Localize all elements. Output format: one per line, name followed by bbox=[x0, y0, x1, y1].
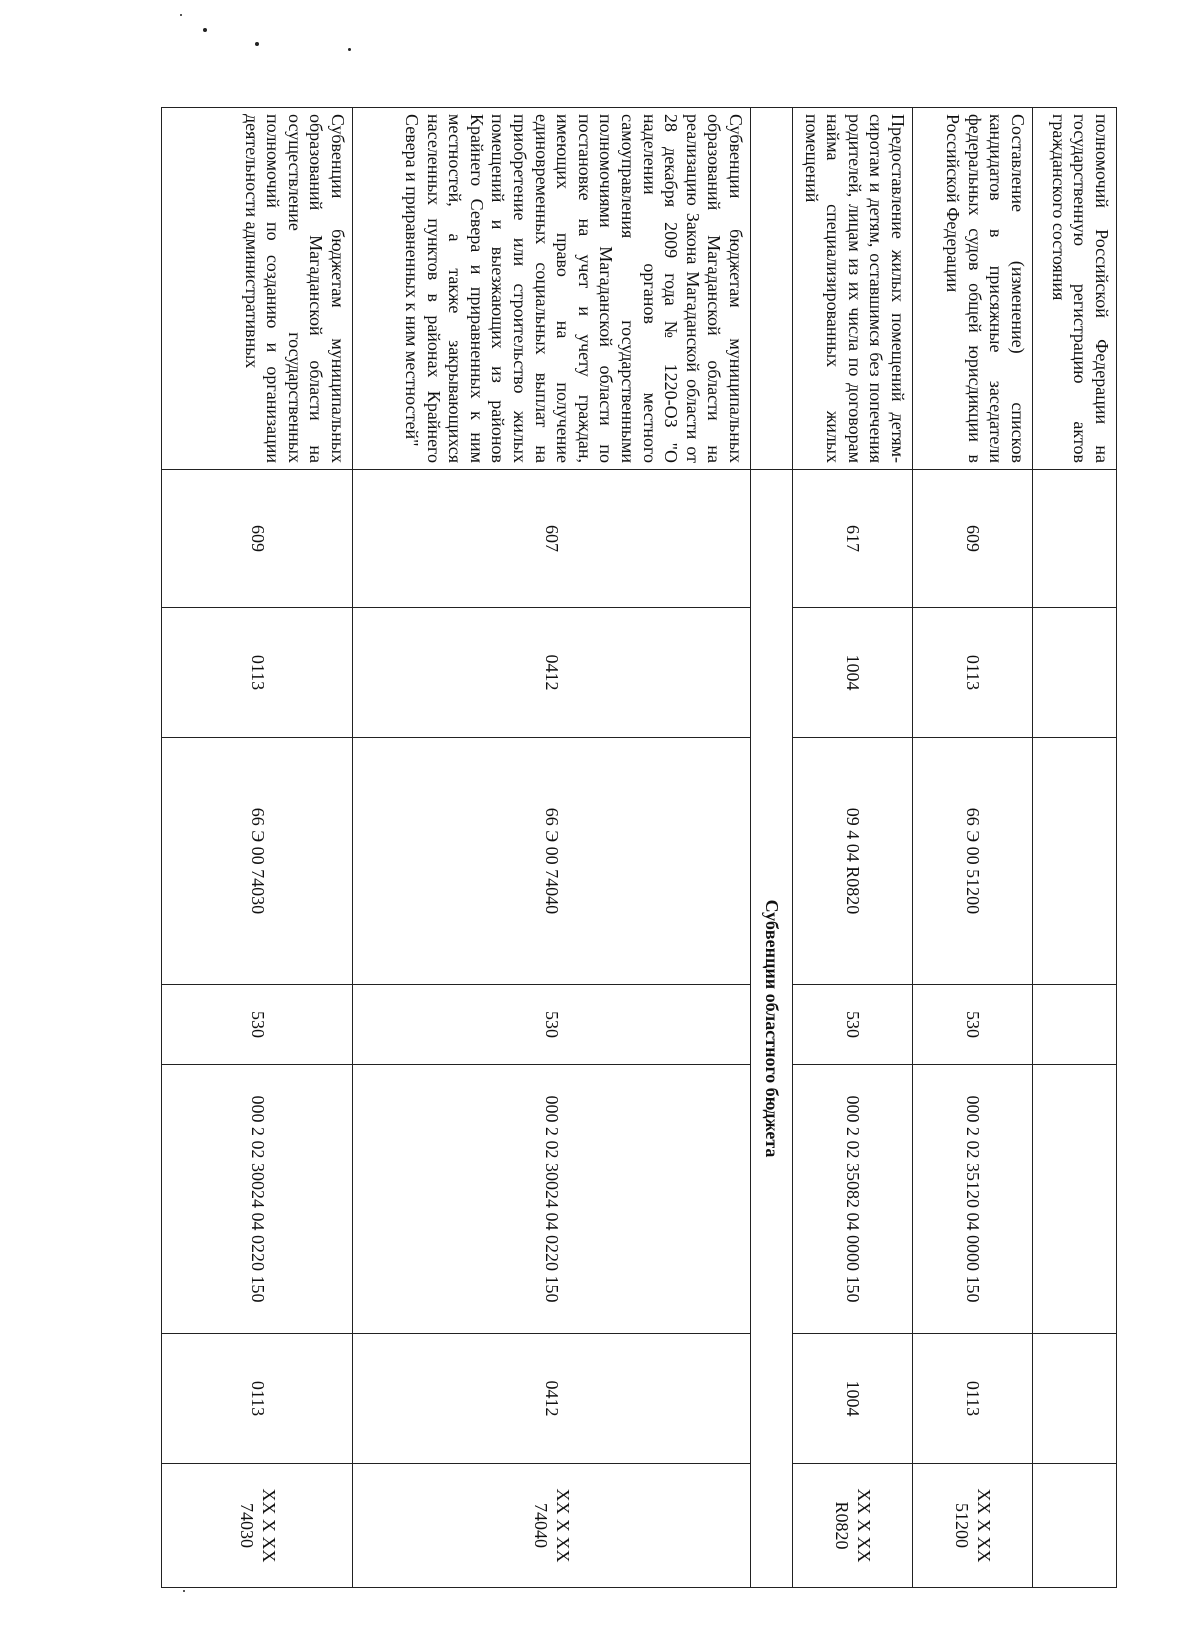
table-row bbox=[353, 108, 751, 1588]
razdel-code: 0412 bbox=[353, 608, 751, 738]
scan-speck bbox=[180, 14, 182, 16]
kbk-code bbox=[1033, 1065, 1117, 1334]
table-row bbox=[162, 108, 353, 1588]
csr-code-2: XX X XX 74040 bbox=[353, 1464, 751, 1588]
row-name: полномочий Российской Федерации на государственную регистрацию актов гражданского состояния bbox=[1033, 108, 1117, 470]
row-name: Субвенции бюджетам муниципальных образований Магаданской области на осуществление государственных полномочий по созданию и организации деятельности административных bbox=[162, 108, 353, 470]
csr-code-2: XX X XX 74030 bbox=[162, 1464, 353, 1588]
table-row bbox=[913, 108, 1033, 1588]
table-row bbox=[1033, 108, 1117, 1588]
row-name: Предоставление жилых помещений детям-сиротам и детям, оставшимся без попечения родителей, лицам из их числа по договорам найма специализированных жилых помещений bbox=[793, 108, 913, 470]
scan-speck bbox=[183, 1590, 185, 1592]
csr-code-2: XX X XX 51200 bbox=[913, 1464, 1033, 1588]
kbk-code: 000 2 02 35082 04 0000 150 bbox=[793, 1065, 913, 1334]
razdel-code bbox=[1033, 608, 1117, 738]
razdel-code-2: 1004 bbox=[793, 1334, 913, 1464]
scan-speck bbox=[255, 42, 259, 46]
row-name: Субвенции бюджетам муниципальных образований Магаданской области на реализацию Закона Магаданской области от 28 декабря 2009 года № 1220-ОЗ "О наделении органов местного самоуправления государственными полномочиями Магаданской области по постановке на учет и учету граждан, имеющих право на получение единовременных социальных выплат на приобретение или строительство жилых помещений и выезжающих из районов Крайнего Севера и приравненных к ним местностей, а также закрывающихся населенных пунктов в районах Крайнего Севера и приравненных к ним местностей" bbox=[353, 108, 751, 470]
scan-speck bbox=[348, 48, 351, 51]
razdel-code-2 bbox=[1033, 1334, 1117, 1464]
row-name: Составление (изменение) списков кандидатов в присяжные заседатели федеральных судов общей юрисдикции в Российской Федерации bbox=[913, 108, 1033, 470]
section-row bbox=[751, 108, 793, 1588]
admin-code: 609 bbox=[162, 470, 353, 608]
section-blank-cell bbox=[751, 108, 793, 470]
admin-code: 607 bbox=[353, 470, 751, 608]
admin-code bbox=[1033, 470, 1117, 608]
csr-code: 66 Э 00 74030 bbox=[162, 738, 353, 985]
budget-table bbox=[161, 107, 1117, 1588]
razdel-code-2: 0113 bbox=[913, 1334, 1033, 1464]
csr-code: 66 Э 00 74040 bbox=[353, 738, 751, 985]
vr-code: 530 bbox=[353, 985, 751, 1065]
csr-code: 09 4 04 R0820 bbox=[793, 738, 913, 985]
vr-code bbox=[1033, 985, 1117, 1065]
csr-code-2 bbox=[1033, 1464, 1117, 1588]
admin-code: 609 bbox=[913, 470, 1033, 608]
admin-code: 617 bbox=[793, 470, 913, 608]
vr-code: 530 bbox=[793, 985, 913, 1065]
table-row bbox=[793, 108, 913, 1588]
kbk-code: 000 2 02 30024 04 0220 150 bbox=[353, 1065, 751, 1334]
csr-code-2: XX X XX R0820 bbox=[793, 1464, 913, 1588]
kbk-code: 000 2 02 30024 04 0220 150 bbox=[162, 1065, 353, 1334]
razdel-code: 0113 bbox=[162, 608, 353, 738]
scan-speck bbox=[203, 28, 207, 32]
vr-code: 530 bbox=[162, 985, 353, 1065]
razdel-code-2: 0113 bbox=[162, 1334, 353, 1464]
kbk-code: 000 2 02 35120 04 0000 150 bbox=[913, 1065, 1033, 1334]
csr-code bbox=[1033, 738, 1117, 985]
vr-code: 530 bbox=[913, 985, 1033, 1065]
csr-code: 66 Э 00 51200 bbox=[913, 738, 1033, 985]
razdel-code-2: 0412 bbox=[353, 1334, 751, 1464]
rotated-table-container bbox=[162, 107, 1117, 1587]
razdel-code: 1004 bbox=[793, 608, 913, 738]
section-title: Субвенции областного бюджета bbox=[751, 470, 793, 1588]
razdel-code: 0113 bbox=[913, 608, 1033, 738]
